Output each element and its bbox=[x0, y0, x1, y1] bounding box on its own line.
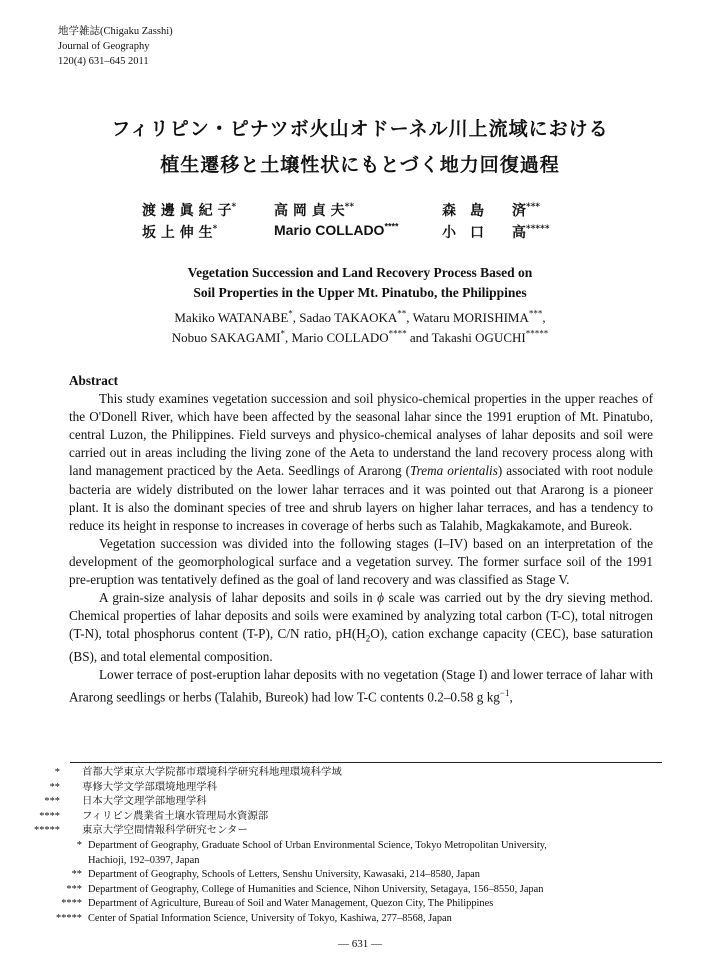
english-title-line-1: Vegetation Succession and Land Recovery Process Based on bbox=[187, 265, 533, 280]
english-authors-line-1: Makiko WATANABE*, Sadao TAKAOKA**, Wataru MORISHIMA***, bbox=[174, 308, 546, 325]
english-title-line-2: Soil Properties in the Upper Mt. Pinatubo, the Philippines bbox=[193, 285, 527, 300]
footnotes: * 首都大学東京大学院都市環境科学研究科地理環境科学域 ** 専修大学文学部環境地理学科 *** 日本大学文理学部地理学科 **** フィリピン農業省土壌水管理局水資源部 ***** 東京大学空間情報科学研究センター * Department of Geography, Graduate School of Urban Environmental Science, Tokyo Metropolitan University, Hachioji, 192–0397, Japan ** Department of Geography, Schools of Letters, Senshu University, Kawasaki, 214–8580, Japan *** Department of Geography, College of Humanities and Science, Nihon University, Setagaya, 156–8550, Japan **** Department of Agriculture, Bureau of Soil and Water Management, Quezon City, The Philippines ***** Center of Spatial Information Science, University of Tokyo, Kashiwa, 277–8568, Japan bbox=[34, 767, 547, 924]
ja-author-morishima: 森 島 済*** bbox=[442, 202, 541, 219]
ja-author-takaoka: 高 岡 貞 夫** bbox=[274, 202, 355, 219]
journal-name-en: Journal of Geography bbox=[58, 41, 150, 52]
japanese-title-line-1: フィリピン・ピナツボ火山オドーネル川上流域における bbox=[111, 118, 609, 140]
english-authors-line-2: Nobuo SAKAGAMI*, Mario COLLADO**** and Takashi OGUCHI***** bbox=[171, 328, 549, 345]
abstract-paragraph-2: Vegetation succession was divided into the following stages (I–IV) based on an interpretation of the development of the geomorphological surface and a vegetation survey. The former surface soil of the 1991 pre-eruption was tentatively defined as the goal of land recovery and was classified as Stage V. bbox=[69, 535, 653, 588]
abstract-paragraph-3: A grain-size analysis of lahar deposits and soils in ϕ scale was carried out by the dry sieving method. Chemical properties of lahar deposits and soils were examined by analyzing total carbon (T-C), total nitrogen (T-N), total phosphorus content (T-P), C/N ratio, $pH(H_2O)$, cation exchange capacity (CEC), base saturation (BS), and total elemental composition. bbox=[69, 590, 653, 665]
abstract-paragraph-1: This study examines vegetation succession and soil physico-chemical properties in the upper reaches of the O'Donell River, which have been affected by the seasonal lahar since the 1991 eruption of Mt. Pinatubo, central Luzon, the Philippines. Field surveys and physico-chemical analyses of lahar deposits and soil were carried out in areas including the living zone of the Aeta to understand the land recovery process along with land management practiced by the Aeta. Seedlings of Ararong (Trema orientalis) associated with root nodule bacteria are widely distributed on the lower lahar terraces and it was pointed out that Ararong is a pioneer plant. It is also the dominant species of tree and shrub layers on higher lahar terraces, and has a tendency to reduce its height in response to increases in coverage of herbs such as Talahib, Magkakamote, and Bureok. bbox=[69, 391, 653, 533]
journal-name-ja: 地学雑誌(Chigaku Zasshi) bbox=[58, 26, 173, 37]
ja-author-sakagami: 坂 上 伸 生* bbox=[142, 224, 218, 241]
footnote-divider bbox=[70, 762, 662, 763]
ja-author-watanabe: 渡 邊 眞 紀 子* bbox=[142, 202, 237, 219]
abstract-heading: Abstract bbox=[69, 373, 119, 388]
journal-volume: 120(4) 631–645 2011 bbox=[58, 56, 149, 67]
journal-header bbox=[58, 24, 173, 69]
abstract-paragraph-4: Lower terrace of post-eruption lahar deposits with no vegetation (Stage I) and lower terrace of lahar with Ararong seedlings or herbs (Talahib, Bureok) had low T-C contents 0.2–0.58 g $kg^{-1}$, bbox=[69, 667, 653, 705]
japanese-authors bbox=[0, 200, 720, 246]
abstract bbox=[69, 372, 653, 707]
ja-author-collado: Mario COLLADO**** bbox=[274, 221, 399, 238]
ja-author-oguchi: 小 口 高***** bbox=[442, 224, 550, 241]
page-number: — 631 — bbox=[338, 938, 382, 950]
japanese-title-line-2: 植生遷移と土壌性状にもとづく地力回復過程 bbox=[160, 154, 560, 176]
